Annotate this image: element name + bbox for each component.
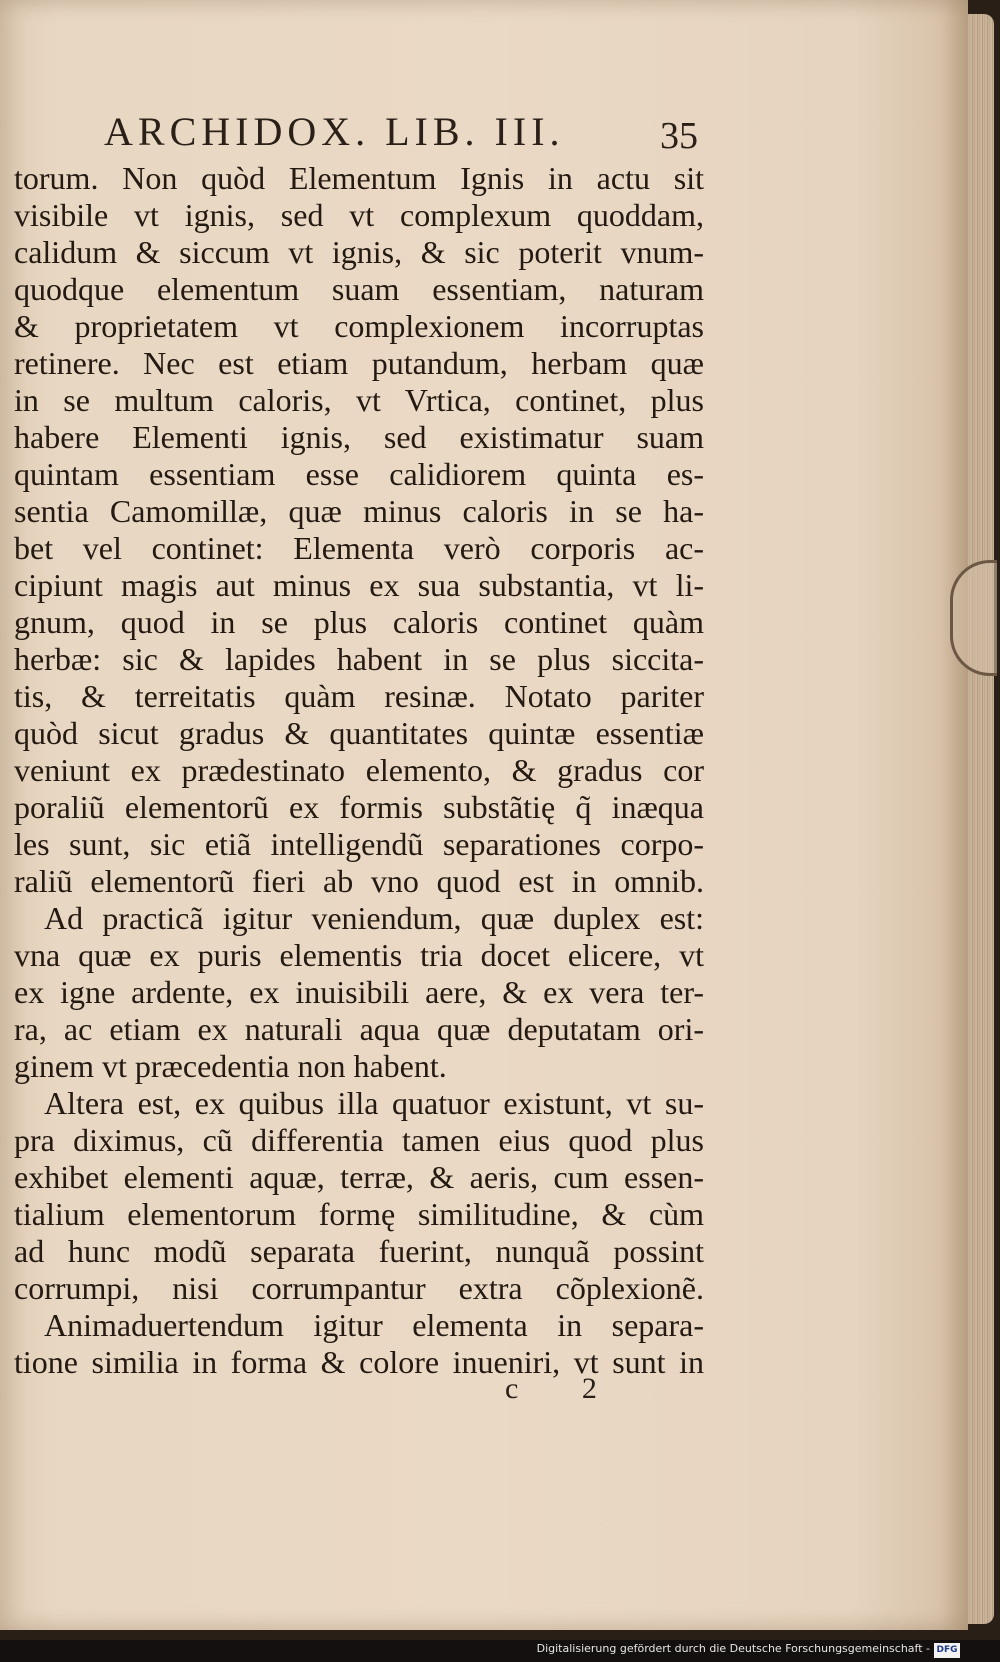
- text-line: Altera est, ex quibus illa quatuor existunt, vt su-: [44, 1085, 704, 1121]
- text-line: les sunt, sic etiã intelligendũ separationes corpo-: [14, 826, 704, 862]
- text-line: tis, & terreitatis quàm resinæ. Notato pariter: [14, 678, 704, 714]
- text-line: in se multum caloris, vt Vrtica, continet, plus: [14, 382, 704, 418]
- page-number: 35: [660, 115, 698, 157]
- signature-mark: c 2: [505, 1372, 625, 1405]
- text-line: ginem vt præcedentia non habent.: [14, 1048, 447, 1084]
- text-line: Ad practicã igitur veniendum, quæ duplex est:: [44, 900, 704, 936]
- text-line: cipiunt magis aut minus ex sua substantia, vt li-: [14, 567, 704, 603]
- footer-credit: Digitalisierung gefördert durch die Deutsche Forschungsgemeinschaft -: [536, 1642, 930, 1655]
- text-line: poraliũ elementorũ ex formis substãtię q̃ inæqua: [14, 789, 704, 825]
- body-text: [14, 160, 704, 1381]
- text-line: ra, ac etiam ex naturali aqua quæ deputatam ori-: [14, 1011, 704, 1047]
- text-line: Animaduertendum igitur elementa in separa-: [44, 1307, 704, 1343]
- text-line: bet vel continet: Elementa verò corporis ac-: [14, 530, 704, 566]
- text-line: ex igne ardente, ex inuisibili aere, & ex vera ter-: [14, 974, 704, 1010]
- text-line: torum. Non quòd Elementum Ignis in actu sit: [14, 160, 704, 196]
- text-line: quòd sicut gradus & quantitates quintæ essentiæ: [14, 715, 704, 751]
- text-line: quintam essentiam esse calidiorem quinta es-: [14, 456, 704, 492]
- text-line: tione similia in forma & colore inueniri, vt sunt in: [14, 1344, 704, 1380]
- text-line: pra diximus, cũ differentia tamen eius quod plus: [14, 1122, 704, 1158]
- text-line: tialium elementorum formę similitudine, & cùm: [14, 1196, 704, 1232]
- clasp-icon: [950, 560, 997, 676]
- text-line: habere Elementi ignis, sed existimatur suam: [14, 419, 704, 455]
- footer-bar: [0, 1640, 1000, 1662]
- running-head: [0, 108, 968, 158]
- dfg-logo-icon: DFG: [934, 1643, 960, 1658]
- text-line: veniunt ex prædestinato elemento, & gradus cor: [14, 752, 704, 788]
- text-line: retinere. Nec est etiam putandum, herbam quæ: [14, 345, 704, 381]
- running-title: ARCHIDOX. LIB. III.: [104, 109, 565, 154]
- text-line: exhibet elementi aquæ, terræ, & aeris, cum essen-: [14, 1159, 704, 1195]
- text-line: raliũ elementorũ fieri ab vno quod est in omnib.: [14, 863, 704, 899]
- text-line: gnum, quod in se plus caloris continet quàm: [14, 604, 704, 640]
- text-line: sentia Camomillæ, quæ minus caloris in se ha-: [14, 493, 704, 529]
- page-edges: [968, 14, 994, 1624]
- text-line: visibile vt ignis, sed vt complexum quoddam,: [14, 197, 704, 233]
- text-line: corrumpi, nisi corrumpantur extra cõplexionẽ.: [14, 1270, 704, 1306]
- text-line: quodque elementum suam essentiam, naturam: [14, 271, 704, 307]
- text-line: calidum & siccum vt ignis, & sic poterit vnum-: [14, 234, 704, 270]
- text-line: & proprietatem vt complexionem incorruptas: [14, 308, 704, 344]
- text-line: herbæ: sic & lapides habent in se plus siccita-: [14, 641, 704, 677]
- text-line: vna quæ ex puris elementis tria docet elicere, vt: [14, 937, 704, 973]
- text-line: ad hunc modũ separata fuerint, nunquã possint: [14, 1233, 704, 1269]
